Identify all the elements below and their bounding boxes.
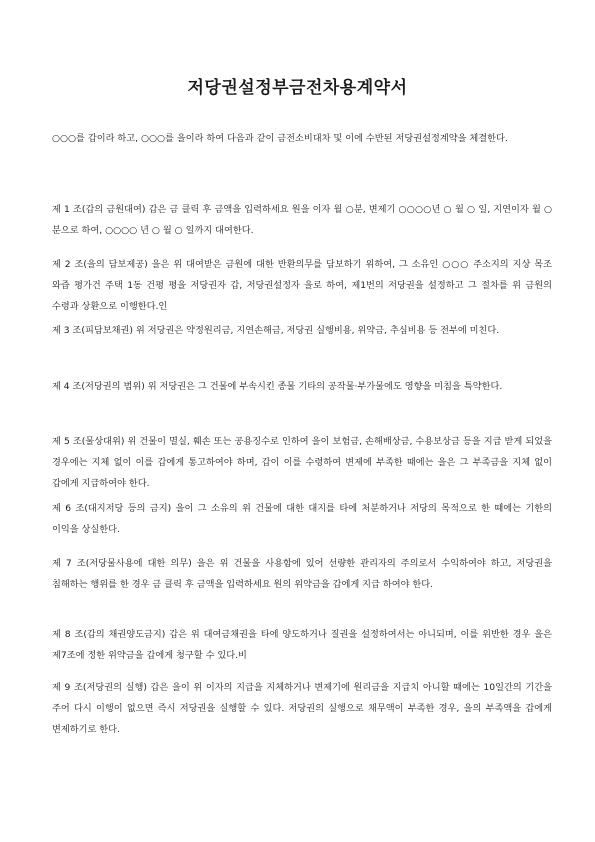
article-6: 제 6 조(대지저당 등의 금지) 을이 그 소유의 위 건물에 대한 대지를 타에 처분하거나 저당의 목적으로 한 때에는 기한의 이익을 상실한다.	[52, 503, 552, 535]
article-7: 제 7 조(저당물사용에 대한 의무) 을은 위 건물을 사용함에 있어 선량한 관리자의 주의로서 수익하여야 하고, 저당권을 침해하는 행위를 한 경우 금 클릭 후 금액을 입력하세요 원의 위약금을 갑에게 지급 하여야 한다.	[52, 558, 552, 590]
article-1: 제 1 조(갑의 금원대여) 갑은 금 클릭 후 금액을 입력하세요 원을 이자 월 ○분, 변제기 ○○○○년 ○ 월 ○ 일, 지연이자 월 ○ 분으로 하여, ○○○○ 년 ○ 월 ○ 일까지 대여한다.	[52, 204, 552, 236]
article-2: 제 2 조(을의 담보제공) 을은 위 대여받은 금원에 대한 반환의무를 담보하기 위하여, 그 소유인 ○○○ 주소지의 지상 목조 와즙 평가건 주택 1동 건평 평을 저당권자 갑, 저당권설정자 을로 하여, 제1번의 저당권을 설정하고 그 절차를 위 금원의 수령과 상환으로 이행한다.인	[52, 259, 552, 312]
document-title: 저당권설정부금전차용계약서	[187, 78, 408, 98]
article-9: 제 9 조(저당권의 실행) 갑은 을이 위 이자의 지급을 지체하거나 변제기에 원리금을 지급치 아니할 때에는 10일간의 기간을 주어 다시 이행이 없으면 즉시 저당권을 실행할 수 있다. 저당권의 실행으로 채무액이 부족한 경우, 을의 부족액을 갑에게 변제하기로 한다.	[52, 682, 552, 735]
article-4: 제 4 조(저당권의 범위) 위 저당권은 그 건물에 부속시킨 종물 기타의 공작물·부가물에도 영향을 미침을 특약한다.	[52, 381, 503, 392]
intro-paragraph: ○○○를 갑이라 하고, ○○○를 을이라 하여 다음과 같이 금전소비대차 및 이에 수반된 저당권설정계약을 체결한다.	[52, 133, 508, 144]
article-3: 제 3 조(피담보채권) 위 저당권은 약정원리금, 지연손해금, 저당권 실행비용, 위약금, 추심비용 등 전부에 미친다.	[52, 325, 500, 336]
article-8: 제 8 조(갑의 채권양도금지) 갑은 위 대여금채권을 타에 양도하거나 질권을 설정하여서는 아니되며, 이를 위반한 경우 을은 제7조에 정한 위약금을 갑에게 청구할 수 있다.비	[52, 629, 552, 661]
article-5: 제 5 조(물상대위) 위 건물이 멸실, 훼손 또는 공용징수로 인하여 을이 보험금, 손해배상금, 수용보상금 등을 지급 받게 되었을 경우에는 지체 없이 이를 갑에게 통고하여야 하며, 갑이 이를 수령하여 변제에 부족한 때에는 을은 그 부족금을 지체 없이 갑에게 지급하여야 한다.	[52, 436, 552, 489]
